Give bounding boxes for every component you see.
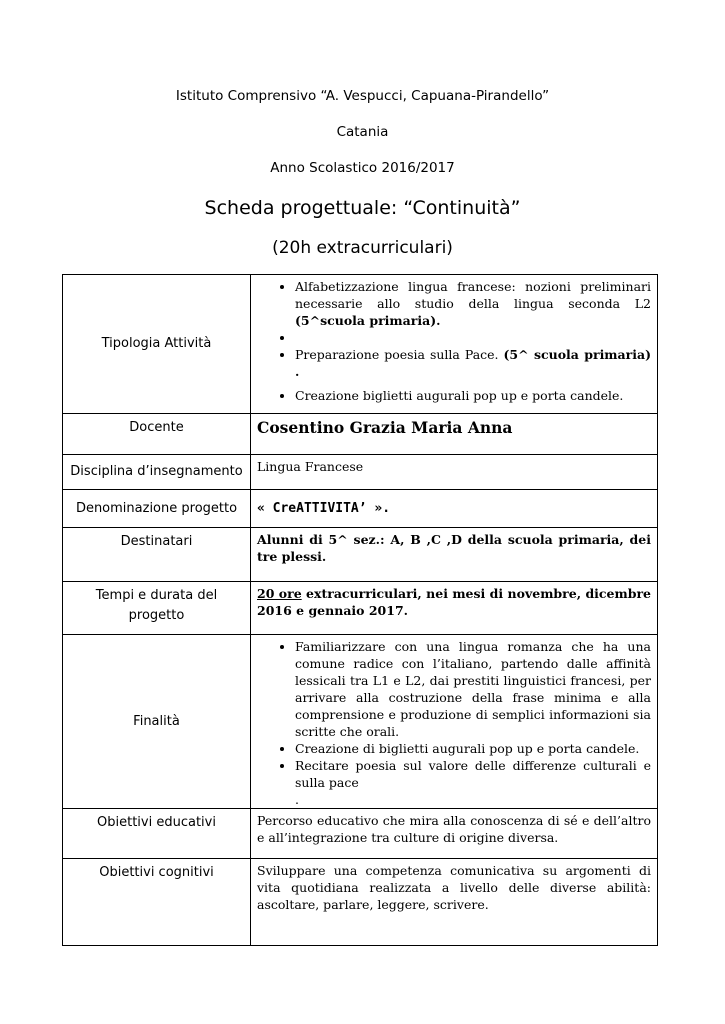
label-cognitivi: Obiettivi cognitivi (63, 859, 251, 945)
list-item: • Preparazione poesia sulla Pace. (5^ scuola primaria) . (295, 346, 651, 380)
label-destinatari: Destinatari (63, 528, 251, 581)
list-item: • Familiarizzare con una lingua romanza che ha una comune radice con l’italiano, partendo dalle affinità lessicali tra L1 e L2, dai prestiti linguistici francesi, per arrivare alla costruzione della frase minima e alla comprensione e produzione di semplici informazioni sia scritte che orali. (295, 638, 651, 740)
value-cognitivi: Sviluppare una competenza comunicativa su argomenti di vita quotidiana realizzata a livello delle diverse abilità: ascoltare, parlare, leggere, scrivere. (257, 863, 651, 912)
list-item: • Creazione biglietti augurali pop up e porta candele. (295, 387, 651, 404)
row-destinatari (62, 528, 658, 582)
project-table (62, 274, 658, 946)
tipologia-list (257, 278, 651, 380)
list-item: • Alfabetizzazione lingua francese: nozioni preliminari necessarie allo studio della lingua seconda L2 (5^scuola primaria). (295, 278, 651, 329)
list-item: • Creazione di biglietti augurali pop up e porta candele. (295, 740, 651, 757)
label-educativi: Obiettivi educativi (63, 809, 251, 858)
finalita-trailing: . (295, 792, 299, 807)
value-disciplina: Lingua Francese (257, 459, 364, 474)
list-item: • Recitare poesia sul valore delle differenze culturali e sulla pace (295, 757, 651, 791)
city: Catania (336, 124, 389, 140)
value-educativi: Percorso educativo che mira alla conoscenza di sé e dell’altro e all’integrazione tra culture di origine diversa. (257, 813, 651, 845)
value-destinatari: Alunni di 5^ sez.: A, B ,C ,D della scuola primaria, dei tre plessi. (257, 532, 651, 564)
value-finalita (251, 635, 657, 808)
value-docente: Cosentino Grazia Maria Anna (257, 418, 513, 437)
document-title: Scheda progettuale: “Continuità” (204, 197, 521, 219)
school-year: Anno Scolastico 2016/2017 (270, 160, 455, 176)
label-denominazione: Denominazione progetto (63, 490, 251, 527)
label-disciplina: Disciplina d’insegnamento (63, 455, 251, 489)
value-tempi: 20 ore extracurriculari, nei mesi di novembre, dicembre 2016 e gennaio 2017. (257, 586, 651, 618)
label-finalita: Finalità (63, 635, 251, 808)
value-tipologia (251, 275, 657, 413)
row-disciplina (62, 455, 658, 490)
finalita-list (257, 638, 651, 791)
row-educativi (62, 809, 658, 859)
institute-name: Istituto Comprensivo “A. Vespucci, Capuana-Pirandello” (175, 88, 550, 104)
row-tempi (62, 582, 658, 635)
label-tipologia: Tipologia Attività (63, 275, 251, 413)
value-denominazione: « CreATTIVITA’ ». (257, 501, 391, 516)
row-denominazione (62, 490, 658, 528)
row-finalita (62, 635, 658, 809)
document-subtitle: (20h extracurriculari) (272, 238, 453, 258)
row-cognitivi (62, 859, 658, 946)
label-tempi: Tempi e durata del progetto (63, 582, 251, 634)
label-docente: Docente (63, 414, 251, 454)
list-item (295, 329, 651, 346)
row-tipologia (62, 274, 658, 414)
row-docente (62, 414, 658, 455)
